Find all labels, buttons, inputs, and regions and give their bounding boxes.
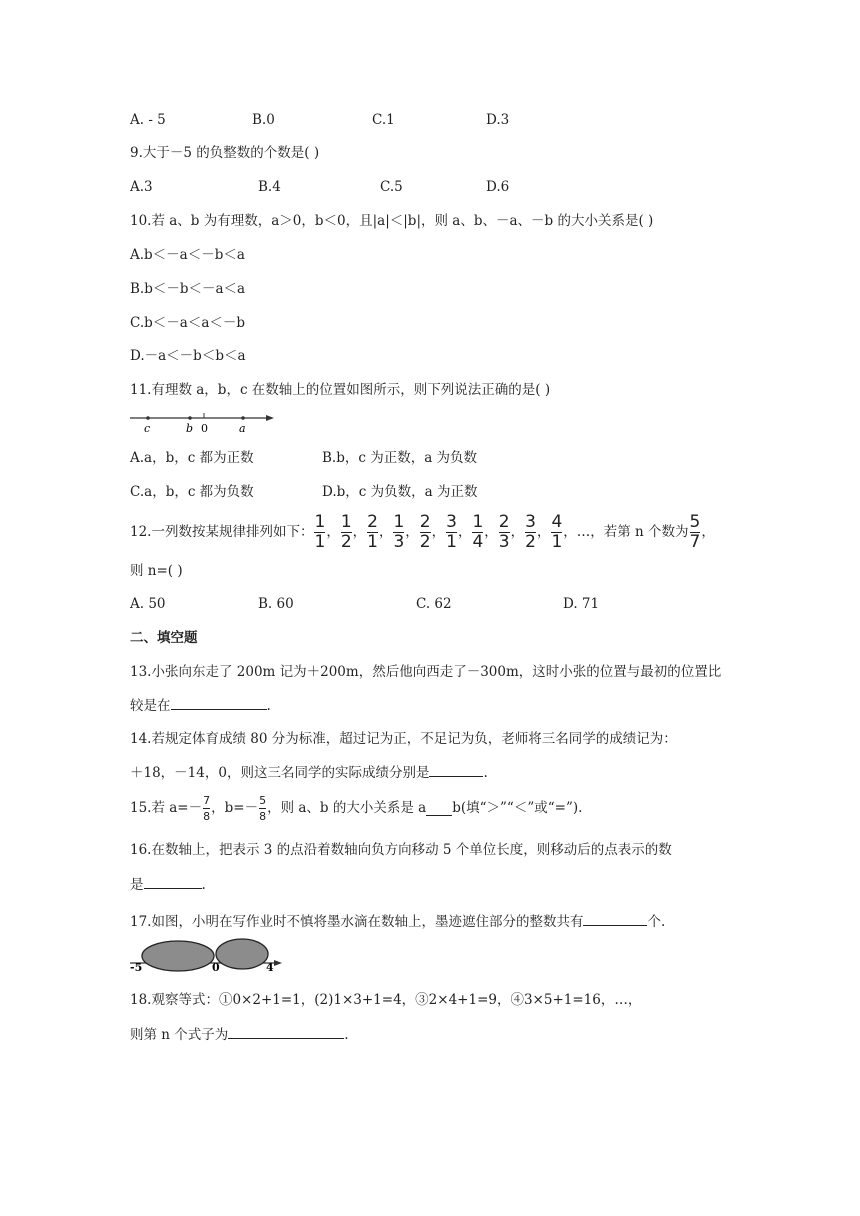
q14-answer-blank[interactable] [429,762,483,777]
label-a: a [239,422,246,435]
q12-stem [130,512,715,552]
q18-answer-blank[interactable] [228,1024,344,1039]
q17-ink-number-line [128,938,288,974]
q16-answer-blank[interactable] [144,874,202,889]
label-zero: 0 [212,961,220,974]
q12-sequence-fraction: $\frac{4}{1}$ [551,511,563,552]
q13-answer-blank[interactable] [171,695,267,710]
q15-answer-blank[interactable] [426,801,452,816]
point-b [188,416,192,420]
q10-option-a: A.b＜－a＜－b＜a [130,247,245,263]
q12-sequence-separator: ， [405,524,419,540]
q12-sequence-separator: ， [326,524,340,540]
q8-option-c: C.1 [372,112,395,128]
q9-option-d: D.6 [486,179,510,195]
q18-line1: 18.观察等式：①0×2+1=1，(2)1×3+1=4，③2×4+1=9，④3×5+1=16，…， [130,992,642,1008]
q15-a-fraction: $\frac{7}{8}$ [203,793,211,823]
q12-line2: 则 n=( ) [130,563,183,579]
q12-sequence-fraction: $\frac{1}{2}$ [340,511,352,552]
q12-sequence [313,512,576,552]
q15-b-fraction: $\frac{5}{8}$ [259,793,267,823]
label-four: 4 [266,961,274,974]
q12-option-c: C. 62 [416,596,452,612]
q11-number-line [128,408,278,434]
q11-option-b: B.b，c 为正数，a 为负数 [322,450,478,466]
label-b: b [186,422,194,435]
q12-option-b: B. 60 [258,596,294,612]
q15-line: 15.若 a=－ $\frac{7}{8}$ ，b=－ $\frac{5}{8}$ ，则 a、b 的大小关系是 a b(填“＞”“＜”或“=”). [130,793,583,823]
q9-stem: 9.大于－5 的负整数的个数是( ) [130,145,320,161]
label-zero: 0 [201,422,208,435]
q11-option-d: D.b，c 为负数，a 为正数 [322,484,478,500]
q16-line2: 是 . [130,874,206,895]
q8-option-d: D.3 [486,112,510,128]
q8-option-a: A. - 5 [130,112,166,128]
q12-sequence-separator: ， [563,524,577,540]
q18-line2: 则第 n 个式子为 . [130,1024,349,1045]
point-c [146,416,150,420]
q8-option-b: B.0 [252,112,275,128]
q14-line1: 14.若规定体育成绩 80 分为标准，超过记为正，不足记为负，老师将三名同学的成绩记为： [130,731,677,747]
q12-stem-mid: ，若第 n 个数为 [590,524,689,540]
q17-answer-blank[interactable] [583,911,647,926]
q12-option-d: D. 71 [563,596,600,612]
label-minus-five: -5 [130,961,143,974]
ink-blot-left [142,941,214,971]
q13-line2: 较是在 . [130,695,271,716]
q12-sequence-fraction: $\frac{2}{3}$ [498,511,510,552]
q12-sequence-fraction: $\frac{1}{4}$ [472,511,484,552]
q12-sequence-separator: ， [431,524,446,540]
q17-stem: 17.如图，小明在写作业时不慎将墨水滴在数轴上，墨迹遮住部分的整数共有 个. [130,911,665,932]
q9-option-a: A.3 [130,179,153,195]
q12-sequence-separator: ， [352,524,367,540]
q10-option-d: D.－a＜－b＜b＜a [130,348,246,364]
q12-sequence-fraction: $\frac{1}{1}$ [314,511,326,552]
q13-line1: 13.小张向东走了 200m 记为＋200m，然后他向西走了－300m，这时小张的位置与最初的位置比 [130,664,722,680]
section-title: 二、填空题 [130,630,198,646]
q11-option-c: C.a，b，c 都为负数 [130,484,254,500]
ink-blot-right [216,939,268,969]
q12-target-fraction: $\frac{5}{7}$ [689,511,701,552]
q11-option-a: A.a，b，c 都为正数 [130,450,254,466]
q12-ellipsis: … [576,524,591,540]
q12-stem-end: ， [701,524,715,540]
q10-option-c: C.b＜－a＜a＜－b [130,315,246,331]
q16-line1: 16.在数轴上，把表示 3 的点沿着数轴向负方向移动 5 个单位长度，则移动后的点表示的数 [130,842,672,858]
q12-sequence-separator: ， [457,524,472,540]
q12-option-a: A. 50 [130,596,166,612]
q12-stem-prefix: 12.一列数按某规律排列如下： [130,524,314,540]
point-a [241,416,245,420]
q10-option-b: B.b＜－b＜－a＜a [130,281,246,297]
q10-stem: 10.若 a、b 为有理数，a＞0，b＜0，且|a|＜|b|，则 a、b、－a、－b 的大小关系是( ) [130,213,654,229]
q9-option-b: B.4 [258,179,281,195]
q12-sequence-separator: ， [378,524,393,540]
q9-option-c: C.5 [380,179,403,195]
q12-sequence-fraction: $\frac{3}{2}$ [525,511,536,552]
q12-sequence-fraction: $\frac{2}{1}$ [367,511,378,552]
q12-sequence-separator: ， [510,524,525,540]
label-c: c [144,422,151,435]
q12-sequence-fraction: $\frac{1}{3}$ [393,511,405,552]
q11-stem: 11.有理数 a，b，c 在数轴上的位置如图所示，则下列说法正确的是( ) [130,382,551,398]
q12-sequence-fraction: $\frac{3}{1}$ [446,511,457,552]
q12-sequence-separator: ， [484,524,498,540]
q12-sequence-fraction: $\frac{2}{2}$ [419,511,431,552]
q14-line2: ＋18，－14，0，则这三名同学的实际成绩分别是 . [130,762,488,783]
q12-sequence-separator: ， [536,524,551,540]
